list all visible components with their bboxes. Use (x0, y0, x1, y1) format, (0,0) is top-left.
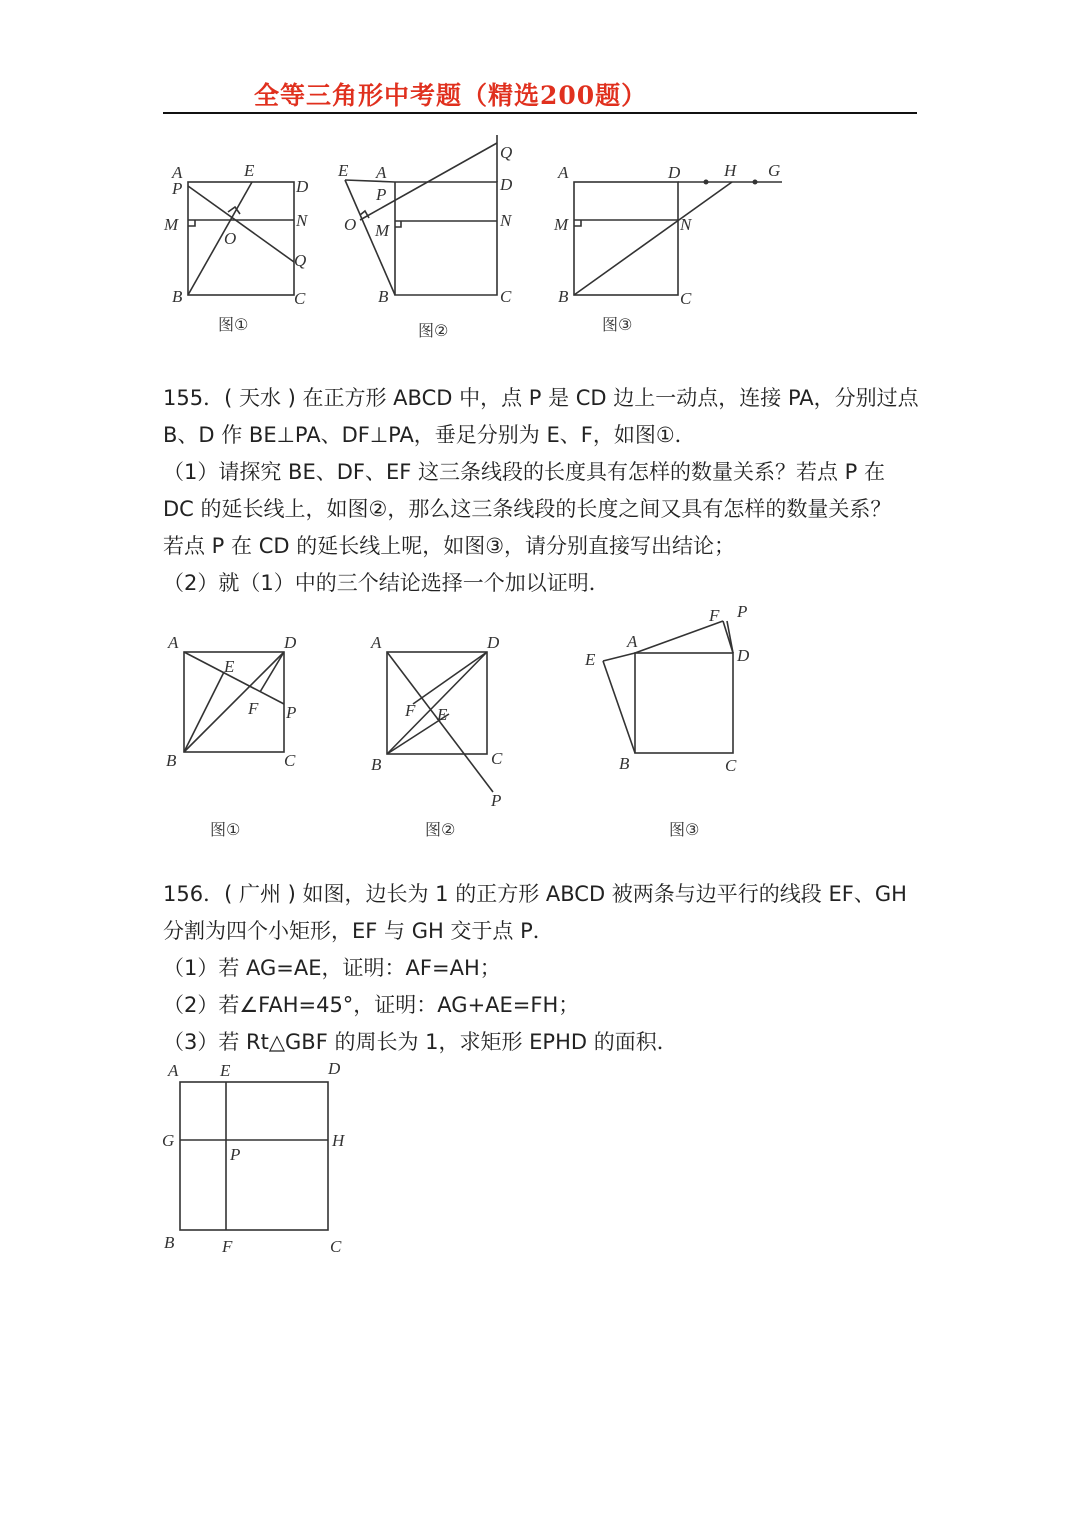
point-dot (753, 180, 758, 185)
segment-ap (635, 621, 723, 653)
point-dot (704, 180, 709, 185)
label-p: P (230, 1145, 241, 1164)
diagonal-bd (387, 652, 487, 754)
label-a: A (376, 163, 387, 182)
label-b: B (172, 287, 183, 306)
label-e: E (437, 705, 448, 724)
label-e: E (585, 650, 596, 669)
label-p: P (286, 703, 297, 722)
label-g: G (768, 161, 781, 180)
square-outline (395, 182, 497, 295)
label-q: Q (294, 251, 307, 270)
label-p: P (172, 179, 183, 198)
p155-figure-1 (160, 630, 320, 850)
segment-df (413, 652, 487, 704)
label-a: A (558, 163, 569, 182)
label-n: N (296, 211, 308, 230)
label-e: E (224, 657, 235, 676)
label-f: F (709, 606, 720, 625)
label-b: B (166, 751, 177, 770)
label-m: M (164, 215, 179, 234)
p155-figure-2 (365, 630, 525, 850)
label-h: H (332, 1131, 345, 1150)
label-d: D (284, 633, 297, 652)
text-line: 若点 P 在 CD 的延长线上呢，如图③，请分别直接写出结论； (163, 534, 736, 558)
right-angle-mark (188, 220, 195, 226)
label-m: M (375, 221, 390, 240)
top-figure-2 (330, 130, 530, 350)
label-f: F (405, 701, 416, 720)
top-figure-1 (160, 150, 330, 350)
extension-ea (345, 180, 395, 182)
square-outline (180, 1082, 328, 1230)
label-b: B (619, 754, 630, 773)
square-outline (574, 182, 678, 295)
label-n: N (500, 211, 512, 230)
text-line: （2）就（1）中的三个结论选择一个加以证明． (163, 571, 610, 595)
label-o: O (344, 215, 357, 234)
label-c: C (725, 756, 737, 775)
label-d: D (668, 163, 681, 182)
label-b: B (378, 287, 389, 306)
label-b: B (164, 1233, 175, 1252)
label-c: C (491, 749, 503, 768)
figure-caption: 图① (210, 820, 241, 839)
text-line: （1）请探究 BE、DF、EF 这三条线段的长度具有怎样的数量关系？若点 P 在 (163, 460, 885, 484)
label-e: E (338, 161, 349, 180)
p156-figure (160, 1060, 360, 1260)
right-angle-mark (574, 220, 581, 226)
segment-pq (188, 186, 294, 262)
figure-caption: 图③ (602, 315, 633, 334)
label-e: E (244, 161, 255, 180)
segment-be (188, 182, 252, 295)
text-line: （2）若∠FAH=45°，证明：AG+AE=FH； (163, 993, 580, 1017)
label-d: D (296, 177, 309, 196)
label-p: P (737, 602, 748, 621)
square-outline (635, 653, 733, 753)
page-header-title: 全等三角形中考题（精选200题） (254, 81, 648, 110)
label-d: D (487, 633, 500, 652)
label-c: C (294, 289, 306, 308)
top-figure-3 (550, 150, 790, 350)
text-line: 156．( 广州 ) 如图，边长为 1 的正方形 ABCD 被两条与边平行的线段 EF、GH (163, 882, 907, 906)
label-c: C (500, 287, 512, 306)
figure-caption: 图② (418, 321, 449, 340)
text-line: 分割为四个小矩形，EF 与 GH 交于点 P． (163, 919, 554, 943)
label-p: P (491, 791, 502, 810)
label-a: A (371, 633, 382, 652)
p155-figure-3 (575, 595, 775, 855)
label-a: A (168, 1061, 179, 1080)
text-line: （1）若 AG=AE，证明：AF=AH； (163, 956, 501, 980)
label-a: A (168, 633, 179, 652)
label-n: N (680, 215, 692, 234)
text-line: 155．( 天水 ) 在正方形 ABCD 中，点 P 是 CD 边上一动点，连接 PA，分别过点 (163, 386, 919, 410)
label-c: C (330, 1237, 342, 1256)
text-line: B、D 作 BE⊥PA、DF⊥PA，垂足分别为 E、F，如图①． (163, 423, 696, 447)
label-e: E (220, 1061, 231, 1080)
label-d: D (737, 646, 750, 665)
problem-156-text (163, 876, 923, 1061)
label-h: H (724, 161, 737, 180)
label-p: P (376, 185, 387, 204)
right-angle-mark-m (395, 221, 401, 227)
label-a: A (627, 632, 638, 651)
text-line: DC 的延长线上，如图②，那么这三条线段的长度之间又具有怎样的数量关系？ (163, 497, 892, 521)
header-rule (163, 112, 917, 114)
label-g: G (162, 1131, 175, 1150)
label-a: A (172, 163, 183, 182)
figure-caption: 图② (425, 820, 456, 839)
segment-be (184, 672, 224, 752)
label-f: F (222, 1237, 233, 1256)
segment-bh (574, 182, 732, 295)
figure-caption: 图③ (669, 820, 700, 839)
label-q: Q (500, 143, 513, 162)
label-b: B (558, 287, 569, 306)
problem-155-text (163, 380, 923, 602)
label-d: D (500, 175, 513, 194)
square-outline (188, 182, 294, 295)
label-o: O (224, 229, 237, 248)
label-c: C (284, 751, 296, 770)
text-line: （3）若 Rt△GBF 的周长为 1，求矩形 EPHD 的面积． (163, 1030, 678, 1054)
label-d: D (328, 1059, 341, 1078)
label-f: F (248, 699, 259, 718)
label-b: B (371, 755, 382, 774)
label-m: M (554, 215, 569, 234)
label-c: C (680, 289, 692, 308)
segment-ea (603, 653, 635, 661)
figure-caption: 图① (218, 315, 249, 334)
segment-be (603, 661, 635, 753)
